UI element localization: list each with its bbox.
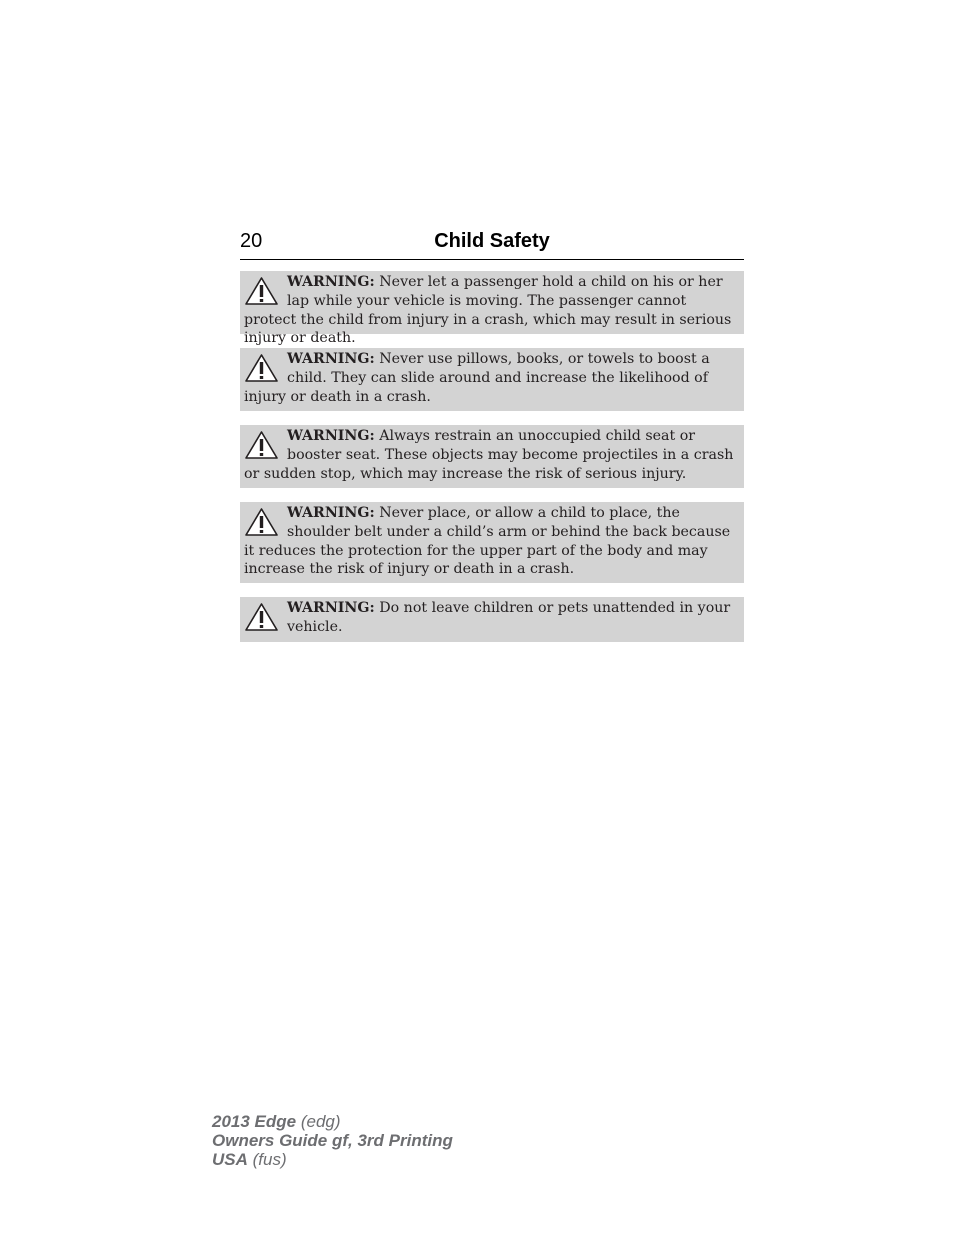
warning-triangle-icon (244, 430, 279, 460)
section-title: Child Safety (434, 230, 550, 252)
warning-box (240, 597, 744, 642)
warning-triangle-icon (244, 353, 279, 383)
footer-model: 2013 Edge (212, 1112, 297, 1131)
page-header (240, 228, 744, 260)
warning-box (240, 425, 744, 488)
warning-label: WARNING: (287, 274, 375, 290)
warning-box (240, 348, 744, 411)
warning-box (240, 502, 744, 583)
warning-label: WARNING: (287, 428, 375, 444)
footer-market-code: (fus) (247, 1150, 287, 1169)
warning-label: WARNING: (287, 600, 375, 616)
document-footer (212, 1112, 453, 1169)
warning-triangle-icon (244, 602, 279, 632)
footer-line-3 (212, 1150, 453, 1169)
footer-line-1 (212, 1112, 453, 1131)
warning-box (240, 271, 744, 347)
footer-line-2: Owners Guide gf, 3rd Printing (212, 1131, 453, 1150)
page-number: 20 (240, 230, 263, 252)
warning-text: Never place, or allow a child to place, the shoulder belt under a child’s arm or behind the back because it reduces the protection for the upper part of the body and may increase the risk of injury or death in a crash. (244, 505, 731, 578)
warning-label: WARNING: (287, 505, 375, 521)
warning-label: WARNING: (287, 351, 375, 367)
warning-triangle-icon (244, 507, 279, 537)
warning-text: Never let a passenger hold a child on his or her lap while your vehicle is moving. The passenger cannot protect the child from injury in a crash, which may result in serious injury or death. (244, 274, 732, 347)
footer-model-code: (edg) (296, 1112, 341, 1131)
warning-text: Never use pillows, books, or towels to boost a child. They can slide around and increase the likelihood of injury or death in a crash. (244, 351, 710, 405)
warning-text: Do not leave children or pets unattended in your vehicle. (287, 600, 731, 635)
warning-triangle-icon (244, 276, 279, 306)
footer-market: USA (212, 1150, 248, 1169)
warning-text: Always restrain an unoccupied child seat or booster seat. These objects may become projectiles in a crash or sudden stop, which may increase the risk of serious injury. (244, 428, 734, 482)
